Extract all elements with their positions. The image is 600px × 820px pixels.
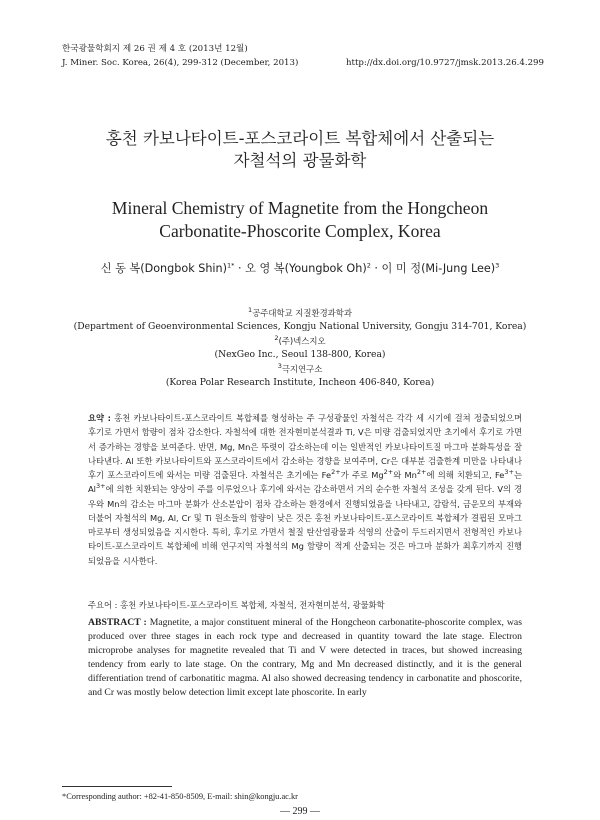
doi-link[interactable]: http://dx.doi.org/10.9727/jmsk.2013.26.4.299	[345, 58, 544, 68]
keywords-ko-text: 홍천 카보나타이트-포스코라이트 복합체, 자철석, 전자현미분석, 광물화학	[120, 600, 385, 610]
page-number: — 299 —	[280, 806, 320, 817]
author-2-affil-mark: 2	[366, 261, 371, 270]
affiliation-1-ko: $^1$공주대학교 지질환경과학과	[248, 306, 352, 318]
corresponding-author-footnote: *Corresponding author: +82-41-850-8509, E-mail: shin@kongju.ac.kr	[62, 792, 298, 801]
korean-title-line-2: 자철석의 광물화학	[233, 151, 367, 170]
keywords-ko-label: 주요어 :	[88, 600, 118, 610]
author-2: 오 영 복(Youngbok Oh)	[245, 262, 367, 275]
author-separator: ·	[374, 262, 378, 275]
keywords-korean	[88, 599, 385, 611]
abstract-ko-label: 요약 :	[88, 413, 111, 423]
english-title-line-2: Carbonatite-Phoscorite Complex, Korea	[159, 221, 441, 241]
abstract-korean: 요약 : 홍천 카보나타이트-포스코라이트 복합체를 형성하는 주 구성광물인 자철석은 각각 세 시기에 걸쳐 정출되었으며 후기로 가면서 함량이 점차 감소한다. 자철석에 대한 전자현미분석결과 Ti, V은 미량 검출되었지만 초기에서 후기로 가면서 증가하는 경향을 보여준다. 반면, Mg, Mn은 뚜렷이 감소하는데 이는 일반적인 카보나타이트질 마그마 분화특성을 잘 나타낸다. Al 또한 카보나타이트와 포스코라이트에서 감소하는 경향을 보여주며, Cr은 대부분 검출한계 미만을 나타내나 후기 포스코라이트에 와서는 미량 검출된다. 자철석은 초기에는 $Fe^{2+}$가 주로 $Mg^{2+}$와 $Mn^{2+}$에 의해 치환되고, $Fe^{3+}$는 $Al^{3+}$에 의한 치환되는 양상이 주를 이루었으나 후기에 와서는 감소하면서 거의 순수한 자철석 조성을 갖게 된다. V의 경우와 Mn의 감소는 마그마 분화가 산소분압이 점차 감소하는 환경에서 진행되었음을 나타내고, 감람석, 금운모의 부재와 더불어 자철석의 Mg, Al, Cr 및 Ti 원소들의 함량이 낮은 것은 홍천 카보나타이트-포스코라이트 복합체가 결핍된 모마그마로부터 생성되었음을 지시한다. 특히, 후기로 가면서 철질 탄산염광물과 석영의 산출이 두드러지면서 전형적인 카보나타이트-포스코라이트 복합체에 비해 연구지역 자철석의 Mg 함량이 적게 산출되는 것은 마그마 분화가 최후기까지 진행되었음을 시사한다.	[88, 413, 522, 566]
author-3: 이 미 정(Mi-Jung Lee)	[381, 262, 496, 275]
author-list	[0, 260, 600, 276]
affiliation-1-en: (Department of Geoenvironmental Sciences, Kongju National University, Gongju 314-701, Korea)	[73, 321, 527, 332]
affiliation-3-ko: $^3$극지연구소	[277, 362, 323, 374]
journal-header-en: J. Miner. Soc. Korea, 26(4), 299-312 (December, 2013)	[62, 58, 299, 68]
korean-title-line-1: 홍천 카보나타이트-포스코라이트 복합체에서 산출되는	[105, 129, 495, 148]
abstract-english	[88, 616, 522, 701]
footnote-divider	[62, 786, 172, 787]
journal-header-ko: 한국광물학회지 제 26 권 제 4 호 (2013년 12월)	[62, 44, 248, 54]
affiliation-2-ko: $^2$(주)넥스지오	[274, 334, 326, 346]
author-1-affil-mark: 1*	[227, 261, 235, 270]
author-separator: ·	[237, 262, 242, 275]
english-title-line-1: Mineral Chemistry of Magnetite from the Hongcheon	[111, 198, 489, 218]
abstract-en-text: Magnetite, a major constituent mineral of the Hongcheon carbonatite-phoscorite complex, was produced over three stages in each rock type and decreased in quantity toward the late stage. Electron microprobe analyses for magnetite revealed that Ti and V were detected in traces, but showed increasing tendency from early to late stage. On the contrary, Mg and Mn decreased distinctly, and it is the general differentiation trend of carbonatitic magma. Al also showed decreasing tendency in carbonatite and phoscorite, and Cr was mostly below detection limit except late phoscorite. In early	[88, 617, 523, 699]
author-3-affil-mark: 3	[495, 261, 500, 270]
abstract-en-label: ABSTRACT :	[88, 617, 147, 628]
affiliation-2-en: (NexGeo Inc., Seoul 138-800, Korea)	[214, 349, 386, 360]
author-1: 신 동 복(Dongbok Shin)	[100, 262, 227, 275]
affiliation-3-en: (Korea Polar Research Institute, Incheon 406-840, Korea)	[165, 377, 435, 388]
